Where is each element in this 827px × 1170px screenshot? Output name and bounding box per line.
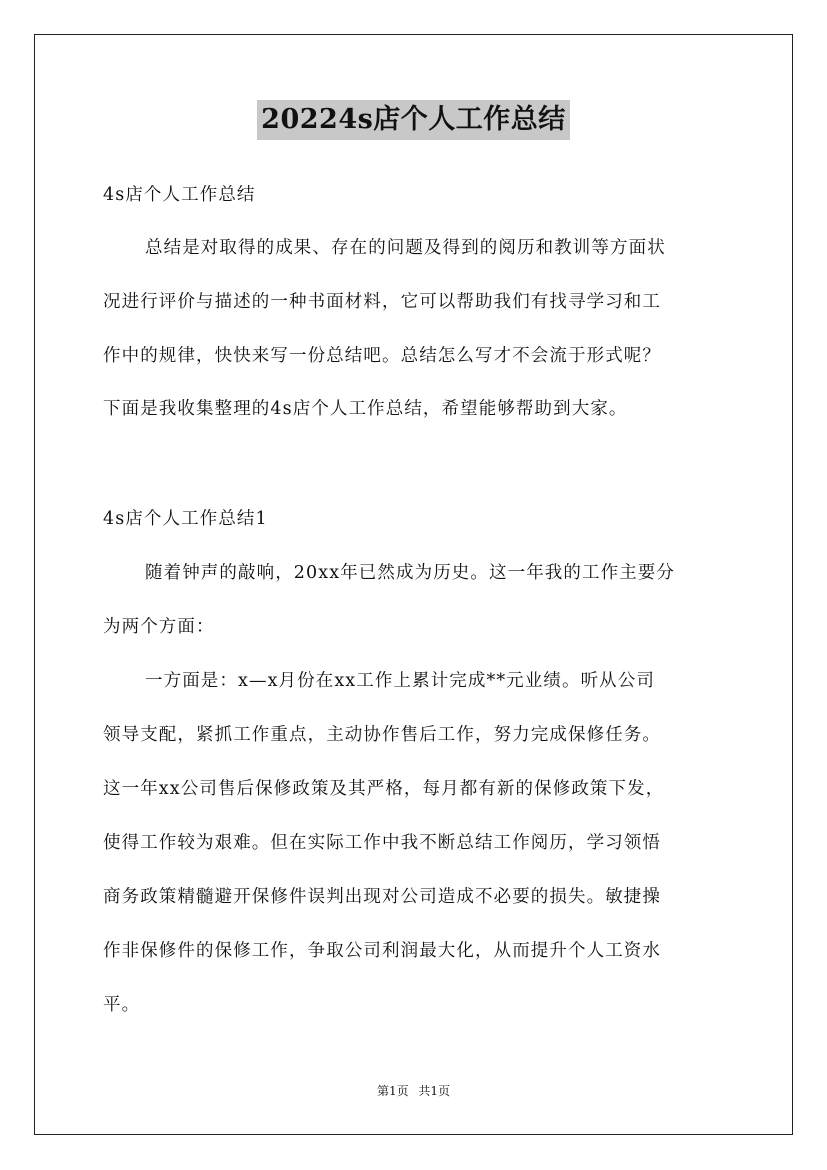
intro-line-2: 况进行评价与描述的一种书面材料，它可以帮助我们有找寻学习和工	[103, 292, 661, 312]
page-footer	[0, 1083, 827, 1099]
section-heading-1: 4s店个人工作总结1	[103, 509, 268, 529]
para2-line-7: 平。	[103, 995, 141, 1015]
para2-line-6: 作非保修件的保修工作，争取公司利润最大化，从而提升个人工资水	[103, 941, 661, 961]
para2-line-1: 一方面是：x—x月份在xx工作上累计完成**元业绩。听从公司	[145, 671, 655, 691]
document-title-wrapper	[0, 100, 827, 140]
para2-line-4: 使得工作较为艰难。但在实际工作中我不断总结工作阅历，学习领悟	[103, 833, 661, 853]
intro-line-1: 总结是对取得的成果、存在的问题及得到的阅历和教训等方面状	[145, 238, 666, 258]
intro-line-3: 作中的规律，快快来写一份总结吧。总结怎么写才不会流于形式呢？	[103, 346, 661, 366]
para2-line-3: 这一年xx公司售后保修政策及其严格，每月都有新的保修政策下发，	[103, 779, 665, 799]
page-total: 共1页	[418, 1084, 451, 1098]
document-title: 20224s店个人工作总结	[257, 100, 570, 140]
para1-line-2: 为两个方面：	[103, 617, 215, 637]
para1-line-1: 随着钟声的敲响，20xx年已然成为历史。这一年我的工作主要分	[145, 563, 676, 583]
section-heading-intro: 4s店个人工作总结	[103, 185, 256, 205]
para2-line-5: 商务政策精髓避开保修件误判出现对公司造成不必要的损失。敏捷操	[103, 887, 661, 907]
page-number: 第1页	[376, 1084, 409, 1098]
para2-line-2: 领导支配，紧抓工作重点，主动协作售后工作，努力完成保修任务。	[103, 725, 661, 745]
intro-line-4: 下面是我收集整理的4s店个人工作总结，希望能够帮助到大家。	[103, 399, 628, 419]
